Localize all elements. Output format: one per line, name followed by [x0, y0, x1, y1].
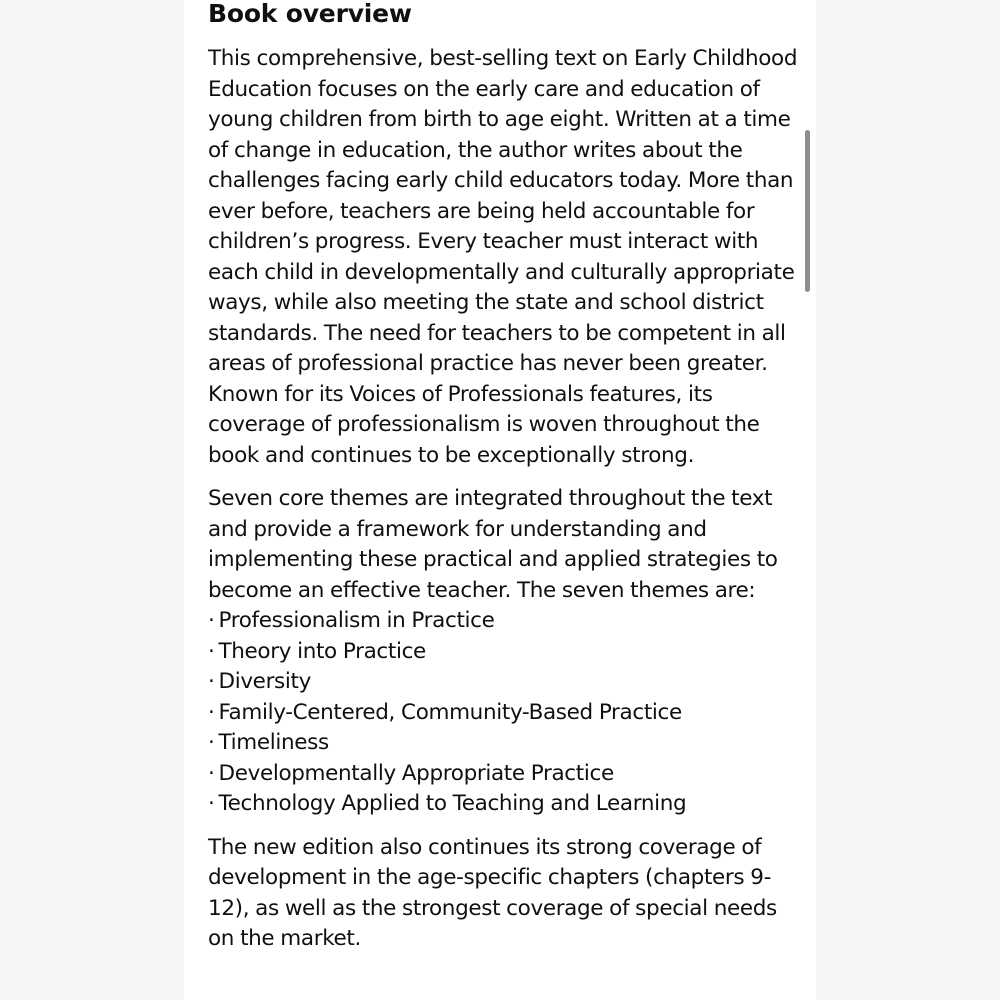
vertical-scrollbar-thumb[interactable] [805, 130, 810, 292]
list-item: · Developmentally Appropriate Practice [208, 759, 798, 790]
book-overview-heading: Book overview [208, 0, 412, 28]
themes-list [208, 606, 798, 820]
overview-paragraph-1: This comprehensive, best-selling text on Early Childhood Education focuses on the early care and education of young children from birth to age eight. Written at a time of change in education, the author writes about the challenges facing early child educators today. More than ever before, teachers are being held accountable for children’s progress. Every teacher must interact with each child in developmentally and culturally appropriate ways, while also meeting the state and school district standards. The need for teachers to be competent in all areas of professional practice has never been greater. Known for its Voices of Professionals features, its coverage of professionalism is woven throughout the book and continues to be exceptionally strong. [208, 46, 798, 468]
list-item: · Family-Centered, Community-Based Practice [208, 698, 798, 729]
book-overview-panel [184, 0, 816, 1000]
list-item: · Diversity [208, 667, 798, 698]
left-margin [0, 0, 184, 1000]
book-overview-content [208, 0, 798, 968]
list-item: · Professionalism in Practice [208, 606, 798, 637]
overview-paragraph-3: The new edition also continues its strong coverage of development in the age-specific chapters (chapters 9-12), as well as the strongest coverage of special needs on the market. [208, 834, 777, 951]
list-item: · Theory into Practice [208, 637, 798, 668]
overview-paragraph-2: Seven core themes are integrated throughout the text and provide a framework for understanding and implementing these practical and applied strategies to become an effective teacher. The seven themes are: [208, 486, 778, 603]
list-item: · Technology Applied to Teaching and Learning [208, 789, 798, 820]
list-item: · Timeliness [208, 728, 798, 759]
right-margin [816, 0, 1000, 1000]
